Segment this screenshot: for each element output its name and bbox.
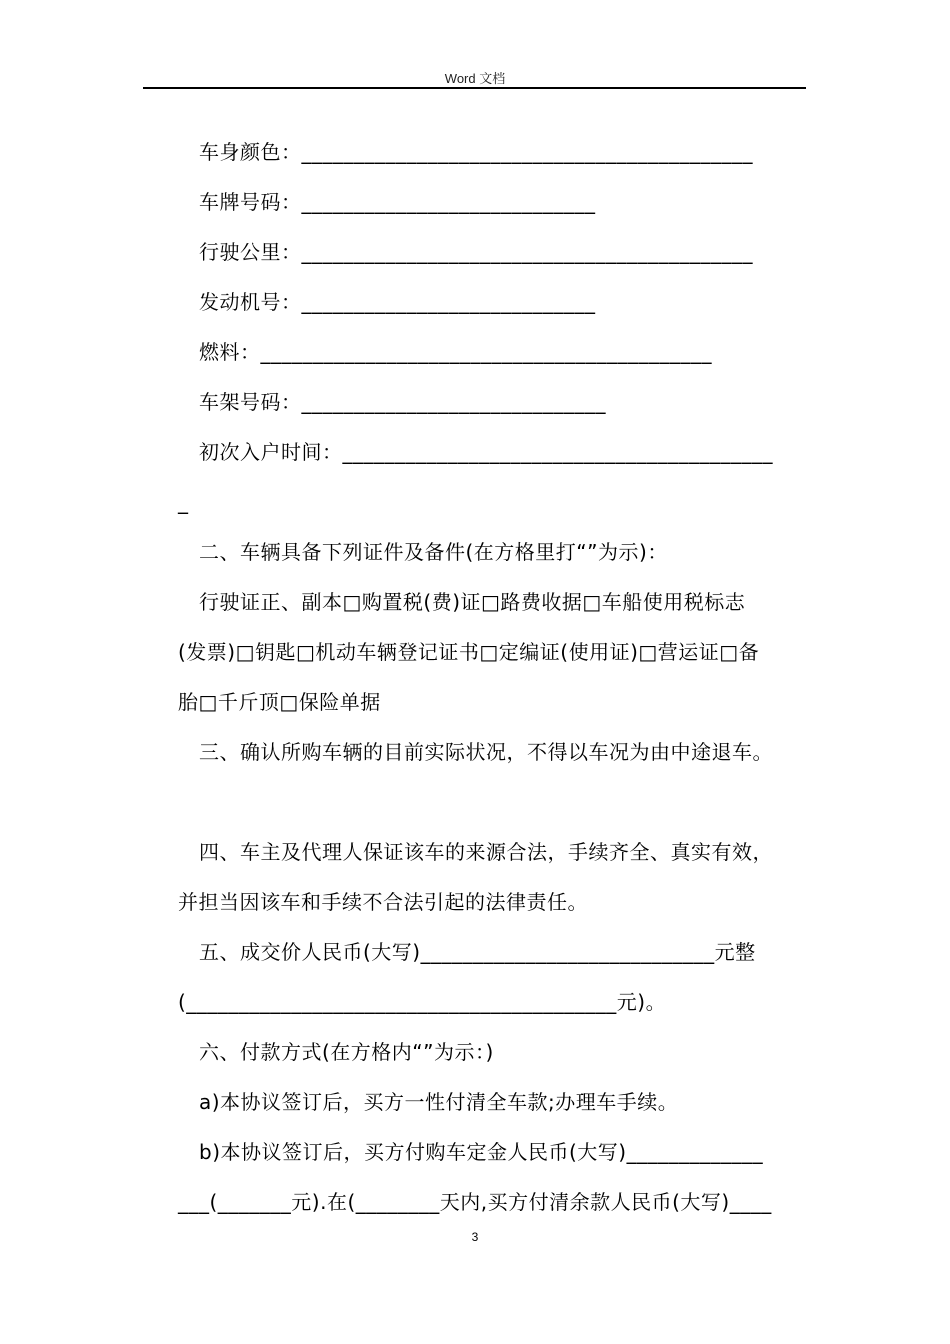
clause-six-option-a: a)本协议签订后，买方一性付清全车款;办理车手续。 [199,1090,679,1114]
document-body [178,132,818,1232]
clause-four-line-2: 并担当因该车和手续不合法引起的法律责任。 [178,890,588,914]
field-underscore-continuation: _ [178,490,189,514]
clause-two-line-2: (发票)□钥匙□机动车辆登记证书□定编证(使用证)□营运证□备 [178,640,760,664]
field-fuel: 燃料：___________________________________________ [199,340,712,364]
clause-six-heading: 六、付款方式(在方格内“”为示：) [199,1040,494,1064]
document-header: Word 文档 [444,71,506,86]
clause-five-line-2: (_________________________________________元)。 [178,990,667,1014]
clause-two-heading: 二、车辆具备下列证件及备件(在方格里打“”为示)： [199,540,668,564]
blank-spacer [178,782,818,832]
clause-four-line-1: 四、车主及代理人保证该车的来源合法，手续齐全、真实有效， [199,840,773,864]
clause-three: 三、确认所购车辆的目前实际状况，不得以车况为由中途退车。 [199,740,773,764]
clause-two-line-3: 胎□千斤顶□保险单据 [178,690,381,714]
field-mileage: 行驶公里：___________________________________________ [199,240,753,264]
page-number: 3 [471,1230,479,1244]
clause-six-option-b-line-2: ___(_______元).在(________天内,买方付清余款人民币(大写)____ [178,1190,772,1214]
field-first-registration-time: 初次入户时间：_________________________________________ [199,440,773,464]
field-plate-number: 车牌号码：____________________________ [199,190,596,214]
field-car-color: 车身颜色：___________________________________________ [199,140,753,164]
field-frame-number: 车架号码：_____________________________ [199,390,606,414]
header-rule [143,87,806,89]
clause-six-option-b-line-1: b)本协议签订后，买方付购车定金人民币(大写)_____________ [199,1140,764,1164]
clause-five-line-1: 五、成交价人民币(大写)____________________________元整 [199,940,756,964]
clause-two-line-1: 行驶证正、副本□购置税(费)证□路费收据□车船使用税标志 [199,590,746,614]
field-engine-number: 发动机号：____________________________ [199,290,596,314]
